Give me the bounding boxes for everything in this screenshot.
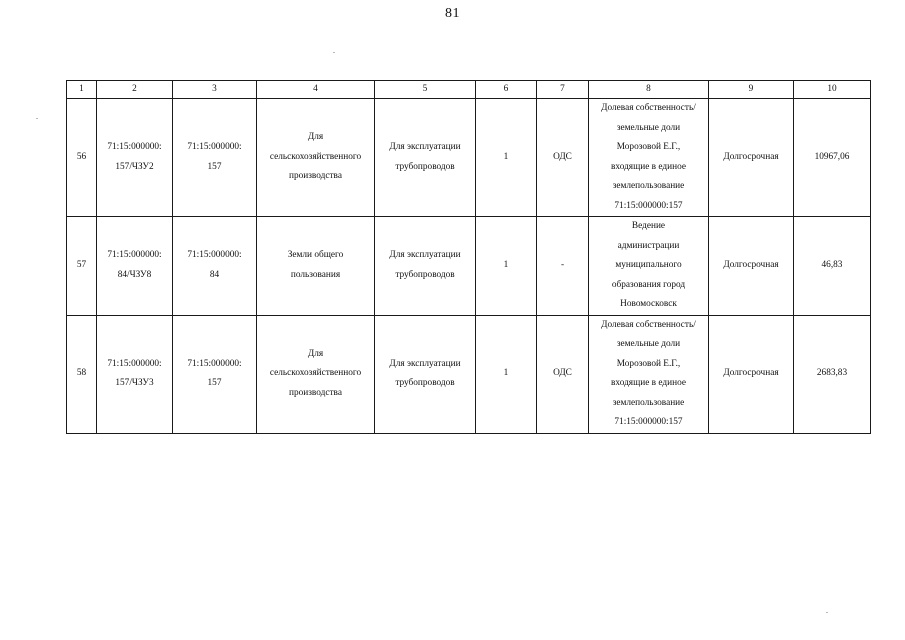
column-header: 5 bbox=[375, 81, 476, 99]
land-category-cell: Земли общего пользования bbox=[257, 217, 375, 316]
land-category-cell: Для сельскохозяйственного производства bbox=[257, 315, 375, 433]
column-header: 10 bbox=[794, 81, 871, 99]
scan-speck bbox=[333, 52, 335, 53]
land-category-cell: Для сельскохозяйственного производства bbox=[257, 99, 375, 217]
column-header: 9 bbox=[709, 81, 794, 99]
right-basis-cell: Ведение администрации муниципального образования город Новомосковск bbox=[589, 217, 709, 316]
column-header: 3 bbox=[173, 81, 257, 99]
amount-cell: 10967,06 bbox=[794, 99, 871, 217]
parcel-number-cell: 71:15:000000: 157 bbox=[173, 99, 257, 217]
purpose-cell: Для эксплуатации трубопроводов bbox=[375, 315, 476, 433]
table-row bbox=[67, 99, 871, 217]
column-header: 6 bbox=[476, 81, 537, 99]
amount-cell: 46,83 bbox=[794, 217, 871, 316]
land-plots-table bbox=[66, 80, 871, 434]
part-number-cell: 71:15:000000: 157/ЧЗУ3 bbox=[97, 315, 173, 433]
column-7-cell: - bbox=[537, 217, 589, 316]
term-cell: Долгосрочная bbox=[709, 315, 794, 433]
amount-cell: 2683,83 bbox=[794, 315, 871, 433]
row-number-cell: 58 bbox=[67, 315, 97, 433]
page-number: 81 bbox=[445, 6, 460, 21]
row-number-cell: 56 bbox=[67, 99, 97, 217]
table-row bbox=[67, 315, 871, 433]
right-basis-cell: Долевая собственность/ земельные доли Морозовой Е.Г., входящие в единое землепользование 71:15:000000:157 bbox=[589, 99, 709, 217]
term-cell: Долгосрочная bbox=[709, 99, 794, 217]
column-header: 7 bbox=[537, 81, 589, 99]
scan-speck bbox=[36, 118, 38, 119]
scan-speck bbox=[826, 612, 828, 613]
column-6-cell: 1 bbox=[476, 99, 537, 217]
purpose-cell: Для эксплуатации трубопроводов bbox=[375, 99, 476, 217]
row-number-cell: 57 bbox=[67, 217, 97, 316]
right-basis-cell: Долевая собственность/ земельные доли Морозовой Е.Г., входящие в единое землепользование 71:15:000000:157 bbox=[589, 315, 709, 433]
purpose-cell: Для эксплуатации трубопроводов bbox=[375, 217, 476, 316]
parcel-number-cell: 71:15:000000: 84 bbox=[173, 217, 257, 316]
column-header: 2 bbox=[97, 81, 173, 99]
parcel-number-cell: 71:15:000000: 157 bbox=[173, 315, 257, 433]
column-header: 4 bbox=[257, 81, 375, 99]
column-header: 1 bbox=[67, 81, 97, 99]
column-6-cell: 1 bbox=[476, 217, 537, 316]
column-7-cell: ОДС bbox=[537, 99, 589, 217]
part-number-cell: 71:15:000000: 157/ЧЗУ2 bbox=[97, 99, 173, 217]
column-header: 8 bbox=[589, 81, 709, 99]
column-6-cell: 1 bbox=[476, 315, 537, 433]
column-7-cell: ОДС bbox=[537, 315, 589, 433]
table-row bbox=[67, 217, 871, 316]
term-cell: Долгосрочная bbox=[709, 217, 794, 316]
part-number-cell: 71:15:000000: 84/ЧЗУ8 bbox=[97, 217, 173, 316]
header-row bbox=[67, 81, 871, 99]
